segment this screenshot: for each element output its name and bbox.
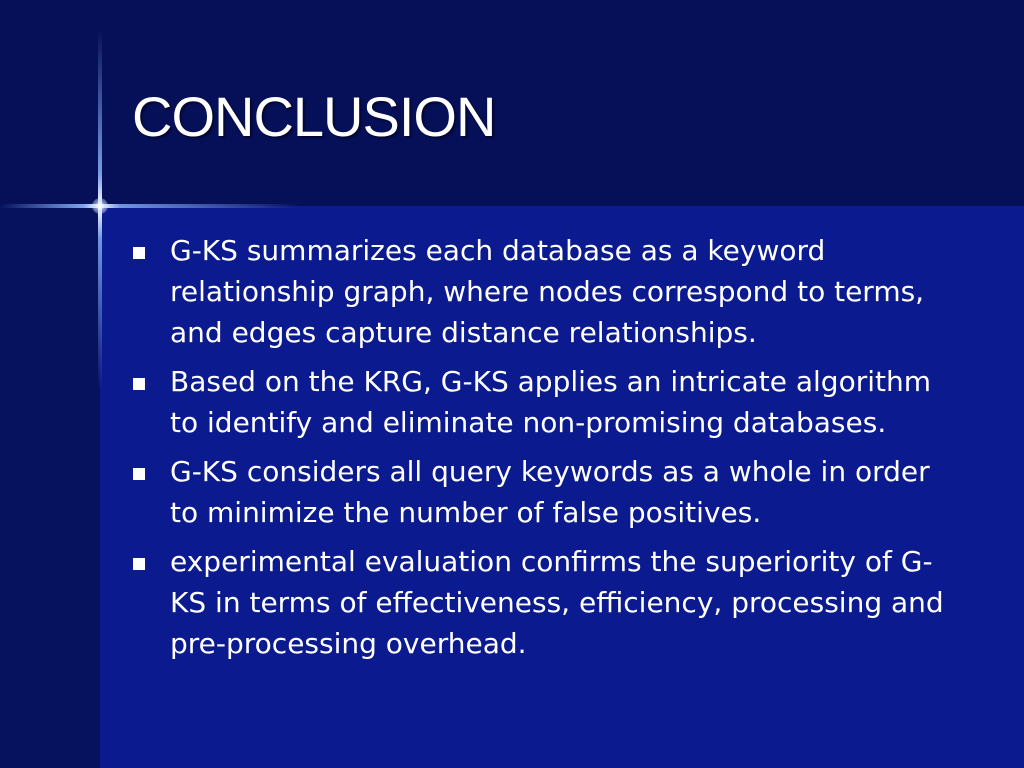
sparkle-icon bbox=[92, 198, 108, 214]
square-bullet-icon bbox=[133, 378, 145, 390]
bullet-text: G-KS considers all query keywords as a whole in order to minimize the number of false positives. bbox=[170, 455, 930, 529]
bullet-text: G-KS summarizes each database as a keyword relationship graph, where nodes correspond to terms, and edges capture distance relationships. bbox=[170, 234, 925, 349]
decorative-glow-horizontal bbox=[0, 204, 300, 208]
bullet-item bbox=[130, 230, 960, 353]
bullet-text: Based on the KRG, G-KS applies an intricate algorithm to identify and eliminate non-promising databases. bbox=[170, 365, 932, 439]
square-bullet-icon bbox=[133, 247, 145, 259]
left-band bbox=[0, 206, 100, 768]
square-bullet-icon bbox=[133, 468, 145, 480]
bullet-item bbox=[130, 361, 960, 443]
square-bullet-icon bbox=[133, 558, 145, 570]
bullet-item bbox=[130, 541, 960, 664]
slide-title: CONCLUSION bbox=[132, 85, 496, 148]
bullet-text: experimental evaluation confirms the superiority of G-KS in terms of effectiveness, efficiency, processing and pre-processing overhead. bbox=[170, 545, 944, 660]
bullet-item bbox=[130, 451, 960, 533]
bullet-list bbox=[130, 230, 960, 672]
